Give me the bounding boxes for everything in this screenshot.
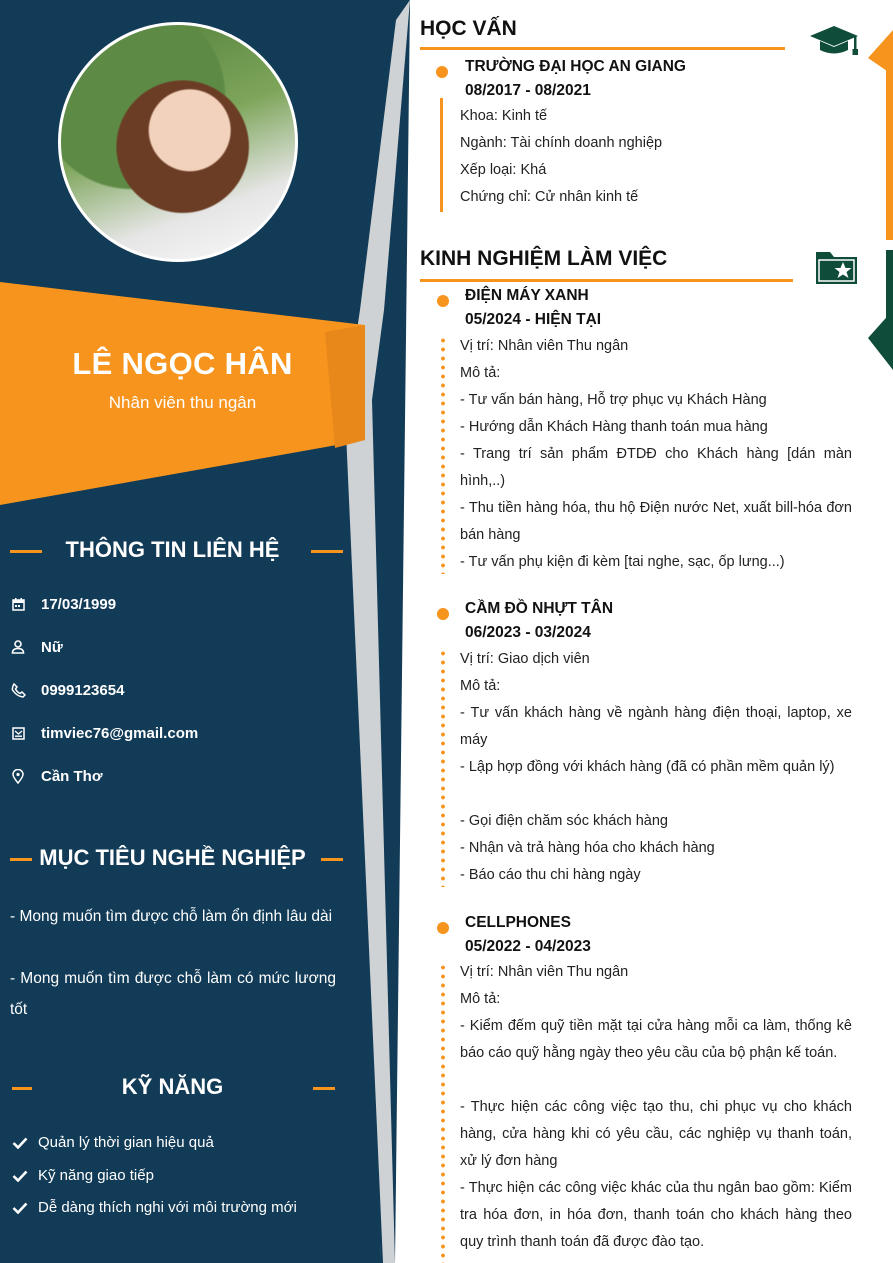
job-task: - Nhận và trả hàng hóa cho khách hàng [460, 840, 715, 856]
address-text: Cần Thơ [41, 767, 103, 785]
objective-line-2: - Mong muốn tìm được chỗ làm có mức lương tốt [10, 970, 336, 1018]
job-task: - Tư vấn phụ kiện đi kèm [tai nghe, sạc, ốp lưng...) [460, 554, 785, 570]
skills-heading [0, 1074, 345, 1100]
skill-item [12, 1134, 214, 1151]
objective-heading [0, 845, 345, 871]
education-underline [420, 47, 785, 50]
job-period: 05/2022 - 04/2023 [465, 938, 591, 955]
experience-heading: KINH NGHIỆM LÀM VIỆC [420, 247, 668, 270]
graduation-cap-icon [808, 24, 860, 63]
email-text: timviec76@gmail.com [41, 724, 199, 742]
job-task: - Thực hiện các công việc khác của thu ngân bao gồm: Kiểm tra hóa đơn, in hóa đơn, thanh toán cho khách hàng theo quy trình thanh toán đã được đào tạo. [460, 1180, 852, 1250]
sidebar [0, 0, 395, 1263]
timeline-dotted-line [441, 336, 445, 574]
mail-icon [10, 725, 26, 741]
phone-text: 0999123654 [41, 681, 125, 699]
job-task: - Thu tiền hàng hóa, thu hộ Điện nước Net, xuất bill-hóa đơn bán hàng [460, 500, 852, 543]
objective-heading-text: MỤC TIÊU NGHỀ NGHIỆP [39, 845, 306, 870]
job-position: Vị trí: Nhân viên Thu ngân [460, 964, 629, 980]
timeline-dotted-line [441, 649, 445, 887]
birthday-text: 17/03/1999 [41, 595, 117, 613]
gender-text: Nữ [41, 638, 63, 656]
phone-icon [10, 682, 26, 698]
job-desc-label: Mô tả: [460, 365, 501, 381]
calendar-icon [10, 596, 26, 612]
skill-text: Quản lý thời gian hiệu quả [38, 1134, 214, 1151]
education-heading: HỌC VẤN [420, 17, 517, 40]
job-company: CELLPHONES [465, 914, 571, 931]
profile-role: Nhân viên thu ngân [108, 393, 257, 412]
job-task: - Gọi điện chăm sóc khách hàng [460, 813, 668, 829]
job-position: Vị trí: Nhân viên Thu ngân [460, 338, 629, 354]
timeline-dotted-line [441, 963, 445, 1263]
school-name: TRƯỜNG ĐẠI HỌC AN GIANG [465, 58, 686, 75]
job-task: - Thực hiện các công việc tạo thu, chi phục vụ cho khách hàng, cửa hàng khi có yêu cầu, các nghiệp vụ thanh toán, xử lý đơn hàng [460, 1099, 852, 1169]
contact-address [10, 765, 103, 787]
job-task: - Báo cáo thu chi hàng ngày [460, 867, 641, 883]
contact-phone [10, 679, 124, 701]
job-task: - Tư vấn bán hàng, Hỗ trợ phục vụ Khách Hàng [460, 392, 767, 408]
job-task: - Lập hợp đồng với khách hàng (đã có phần mềm quản lý) [460, 759, 835, 775]
timeline-line [440, 98, 443, 212]
timeline-dot [436, 66, 448, 78]
skill-text: Kỹ năng giao tiếp [38, 1167, 154, 1184]
check-icon [12, 1202, 30, 1214]
job-company: ĐIỆN MÁY XANH [465, 287, 589, 304]
avatar [58, 22, 298, 262]
education-detail: Xếp loại: Khá [460, 162, 547, 178]
job-position: Vị trí: Giao dịch viên [460, 651, 590, 667]
location-pin-icon [10, 768, 26, 784]
objective-line-1: - Mong muốn tìm được chỗ làm ổn định lâu dài [10, 908, 333, 925]
contact-email [10, 722, 198, 744]
education-detail: Ngành: Tài chính doanh nghiệp [460, 135, 663, 151]
experience-underline [420, 279, 793, 282]
user-icon [10, 639, 26, 655]
job-desc-label: Mô tả: [460, 991, 501, 1007]
job-company: CẦM ĐỒ NHỰT TÂN [465, 600, 614, 617]
skill-item [12, 1167, 154, 1184]
check-icon [12, 1137, 30, 1149]
job-period: 05/2024 - HIỆN TẠI [465, 311, 602, 328]
job-desc-label: Mô tả: [460, 678, 501, 694]
contact-gender [10, 636, 63, 658]
timeline-dot [437, 922, 449, 934]
education-detail: Chứng chỉ: Cử nhân kinh tế [460, 189, 639, 205]
folder-star-icon [814, 248, 859, 291]
education-detail: Khoa: Kinh tế [460, 108, 548, 124]
job-task: - Hướng dẫn Khách Hàng thanh toán mua hàng [460, 419, 768, 435]
job-task: - Tư vấn khách hàng về ngành hàng điện thoại, laptop, xe máy [460, 705, 852, 748]
job-period: 06/2023 - 03/2024 [465, 624, 591, 641]
contact-heading [0, 537, 345, 563]
contact-birthday [10, 593, 116, 615]
check-icon [12, 1170, 30, 1182]
timeline-dot [437, 608, 449, 620]
skills-heading-text: KỸ NĂNG [121, 1074, 224, 1099]
skill-item [12, 1199, 297, 1216]
skill-text: Dễ dàng thích nghi với môi trường mới [38, 1199, 297, 1216]
job-task: - Kiểm đếm quỹ tiền mặt tại cửa hàng mỗi ca làm, thống kê báo cáo quỹ hằng ngày theo yêu cầu của bộ phận kế toán. [460, 1018, 852, 1061]
contact-heading-text: THÔNG TIN LIÊN HỆ [65, 537, 280, 562]
timeline-dot [437, 295, 449, 307]
job-task: - Trang trí sản phẩm ĐTDĐ cho Khách hàng [dán màn hình,..) [460, 446, 852, 489]
school-period: 08/2017 - 08/2021 [465, 82, 591, 99]
profile-name: LÊ NGỌC HÂN [72, 346, 293, 381]
